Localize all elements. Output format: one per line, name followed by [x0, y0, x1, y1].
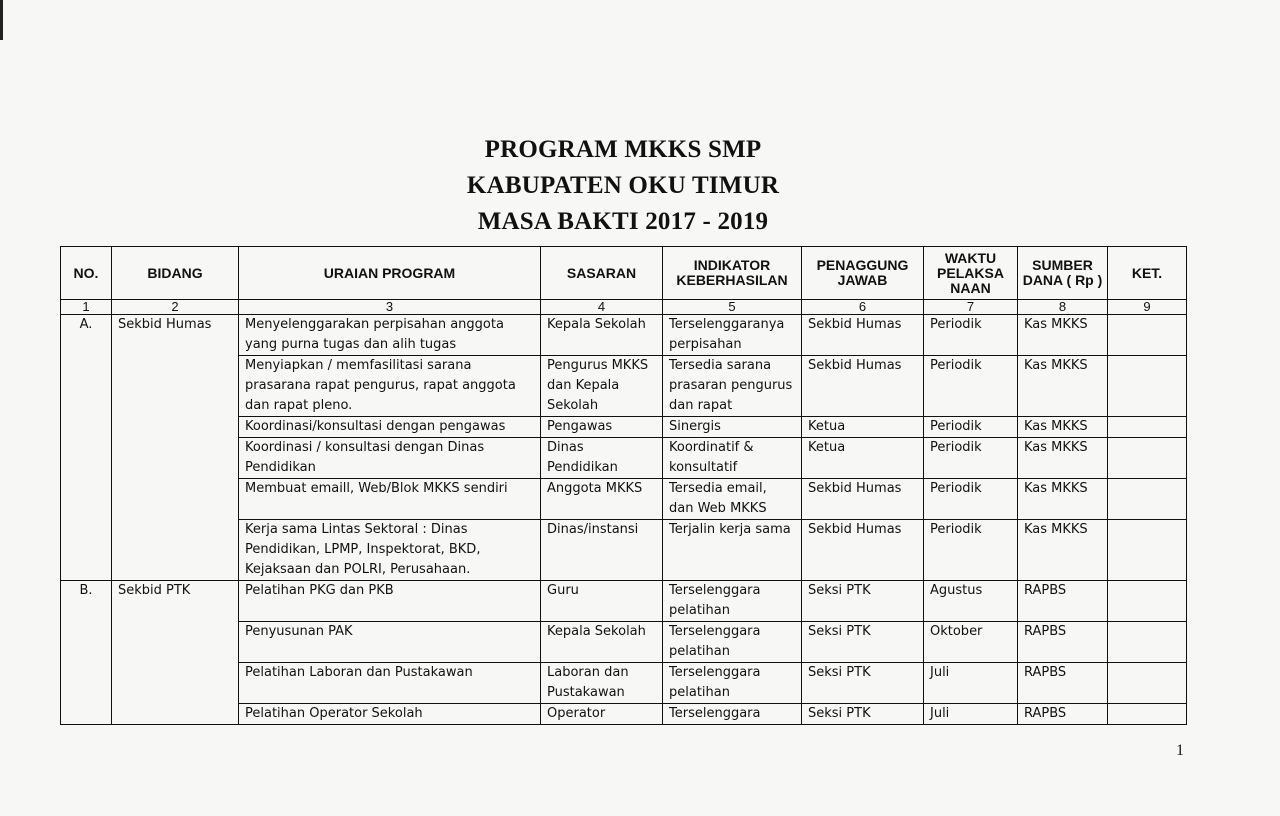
- cell-uraian: Pelatihan PKG dan PKB: [239, 581, 541, 622]
- column-number: 1: [61, 300, 112, 315]
- cell-uraian: Koordinasi / konsultasi dengan Dinas Pendidikan: [239, 438, 541, 479]
- column-number: 7: [924, 300, 1018, 315]
- header-sumber: SUMBER DANA ( Rp ): [1018, 247, 1108, 300]
- title-line-2: KABUPATEN OKU TIMUR: [466, 172, 780, 199]
- program-table: [60, 246, 1187, 725]
- title-line-3: MASA BAKTI 2017 - 2019: [477, 208, 769, 235]
- section-number: B.: [61, 581, 112, 725]
- cell-sasaran: Pengawas: [541, 417, 663, 438]
- cell-indikator: Koordinatif & konsultatif: [663, 438, 802, 479]
- cell-uraian: Menyelenggarakan perpisahan anggota yang purna tugas dan alih tugas: [239, 315, 541, 356]
- cell-indikator: Tersedia sarana prasaran pengurus dan rapat: [663, 356, 802, 417]
- header-no: NO.: [61, 247, 112, 300]
- cell-waktu: Periodik: [924, 315, 1018, 356]
- cell-ket: [1108, 581, 1187, 622]
- scan-edge-mark: [0, 0, 3, 40]
- cell-ket: [1108, 622, 1187, 663]
- section-bidang: Sekbid PTK: [112, 581, 239, 725]
- table-row: [61, 315, 1187, 356]
- cell-waktu: Oktober: [924, 622, 1018, 663]
- cell-ket: [1108, 663, 1187, 704]
- column-number: 4: [541, 300, 663, 315]
- cell-penanggung: Seksi PTK: [802, 704, 924, 725]
- cell-sasaran: Pengurus MKKS dan Kepala Sekolah: [541, 356, 663, 417]
- cell-sumber: Kas MKKS: [1018, 356, 1108, 417]
- cell-uraian: Pelatihan Laboran dan Pustakawan: [239, 663, 541, 704]
- cell-sasaran: Operator: [541, 704, 663, 725]
- cell-penanggung: Seksi PTK: [802, 663, 924, 704]
- cell-uraian: Koordinasi/konsultasi dengan pengawas: [239, 417, 541, 438]
- cell-waktu: Juli: [924, 663, 1018, 704]
- cell-ket: [1108, 479, 1187, 520]
- cell-sasaran: Anggota MKKS: [541, 479, 663, 520]
- cell-sumber: RAPBS: [1018, 663, 1108, 704]
- cell-indikator: Terselenggara pelatihan: [663, 581, 802, 622]
- section-number: A.: [61, 315, 112, 581]
- cell-sasaran: Guru: [541, 581, 663, 622]
- cell-sumber: Kas MKKS: [1018, 438, 1108, 479]
- cell-indikator: Sinergis: [663, 417, 802, 438]
- header-penanggung: PENAGGUNG JAWAB: [802, 247, 924, 300]
- cell-indikator: Tersedia email, dan Web MKKS: [663, 479, 802, 520]
- cell-ket: [1108, 315, 1187, 356]
- cell-waktu: Periodik: [924, 356, 1018, 417]
- cell-sasaran: Laboran dan Pustakawan: [541, 663, 663, 704]
- cell-waktu: Periodik: [924, 479, 1018, 520]
- cell-waktu: Agustus: [924, 581, 1018, 622]
- cell-uraian: Kerja sama Lintas Sektoral : Dinas Pendidikan, LPMP, Inspektorat, BKD, Kejaksaan dan POLRI, Perusahaan.: [239, 520, 541, 581]
- cell-indikator: Terselenggara: [663, 704, 802, 725]
- cell-ket: [1108, 704, 1187, 725]
- page-number: 1: [1176, 742, 1184, 759]
- cell-sumber: Kas MKKS: [1018, 479, 1108, 520]
- cell-indikator: Terselenggara pelatihan: [663, 622, 802, 663]
- cell-penanggung: Sekbid Humas: [802, 315, 924, 356]
- title-line-1: PROGRAM MKKS SMP: [484, 136, 762, 163]
- cell-sasaran: Kepala Sekolah: [541, 315, 663, 356]
- cell-penanggung: Ketua: [802, 438, 924, 479]
- cell-waktu: Juli: [924, 704, 1018, 725]
- column-number: 6: [802, 300, 924, 315]
- cell-sasaran: Kepala Sekolah: [541, 622, 663, 663]
- table-row: [61, 581, 1187, 622]
- cell-penanggung: Seksi PTK: [802, 581, 924, 622]
- cell-penanggung: Sekbid Humas: [802, 356, 924, 417]
- cell-indikator: Terjalin kerja sama: [663, 520, 802, 581]
- cell-uraian: Menyiapkan / memfasilitasi sarana prasarana rapat pengurus, rapat anggota dan rapat pleno.: [239, 356, 541, 417]
- header-ket: KET.: [1108, 247, 1187, 300]
- header-waktu: WAKTU PELAKSA NAAN: [924, 247, 1018, 300]
- header-sasaran: SASARAN: [541, 247, 663, 300]
- document-title: [0, 132, 1246, 240]
- cell-sumber: RAPBS: [1018, 622, 1108, 663]
- cell-sasaran: Dinas Pendidikan: [541, 438, 663, 479]
- cell-penanggung: Sekbid Humas: [802, 520, 924, 581]
- cell-sumber: RAPBS: [1018, 704, 1108, 725]
- cell-penanggung: Seksi PTK: [802, 622, 924, 663]
- cell-ket: [1108, 417, 1187, 438]
- column-number: 3: [239, 300, 541, 315]
- header-indikator: INDIKATOR KEBERHASILAN: [663, 247, 802, 300]
- header-uraian: URAIAN PROGRAM: [239, 247, 541, 300]
- cell-waktu: Periodik: [924, 438, 1018, 479]
- header-bidang: BIDANG: [112, 247, 239, 300]
- cell-ket: [1108, 356, 1187, 417]
- header-row: [61, 247, 1187, 300]
- cell-sumber: RAPBS: [1018, 581, 1108, 622]
- cell-sasaran: Dinas/instansi: [541, 520, 663, 581]
- section-bidang: Sekbid Humas: [112, 315, 239, 581]
- column-number: 9: [1108, 300, 1187, 315]
- cell-ket: [1108, 438, 1187, 479]
- cell-penanggung: Ketua: [802, 417, 924, 438]
- cell-waktu: Periodik: [924, 520, 1018, 581]
- cell-sumber: Kas MKKS: [1018, 417, 1108, 438]
- cell-uraian: Membuat emaill, Web/Blok MKKS sendiri: [239, 479, 541, 520]
- cell-waktu: Periodik: [924, 417, 1018, 438]
- cell-ket: [1108, 520, 1187, 581]
- cell-indikator: Terselenggaranya perpisahan: [663, 315, 802, 356]
- cell-uraian: Penyusunan PAK: [239, 622, 541, 663]
- column-number: 8: [1018, 300, 1108, 315]
- column-number-row: [61, 300, 1187, 315]
- cell-sumber: Kas MKKS: [1018, 315, 1108, 356]
- cell-sumber: Kas MKKS: [1018, 520, 1108, 581]
- cell-indikator: Terselenggara pelatihan: [663, 663, 802, 704]
- cell-uraian: Pelatihan Operator Sekolah: [239, 704, 541, 725]
- cell-penanggung: Sekbid Humas: [802, 479, 924, 520]
- column-number: 5: [663, 300, 802, 315]
- column-number: 2: [112, 300, 239, 315]
